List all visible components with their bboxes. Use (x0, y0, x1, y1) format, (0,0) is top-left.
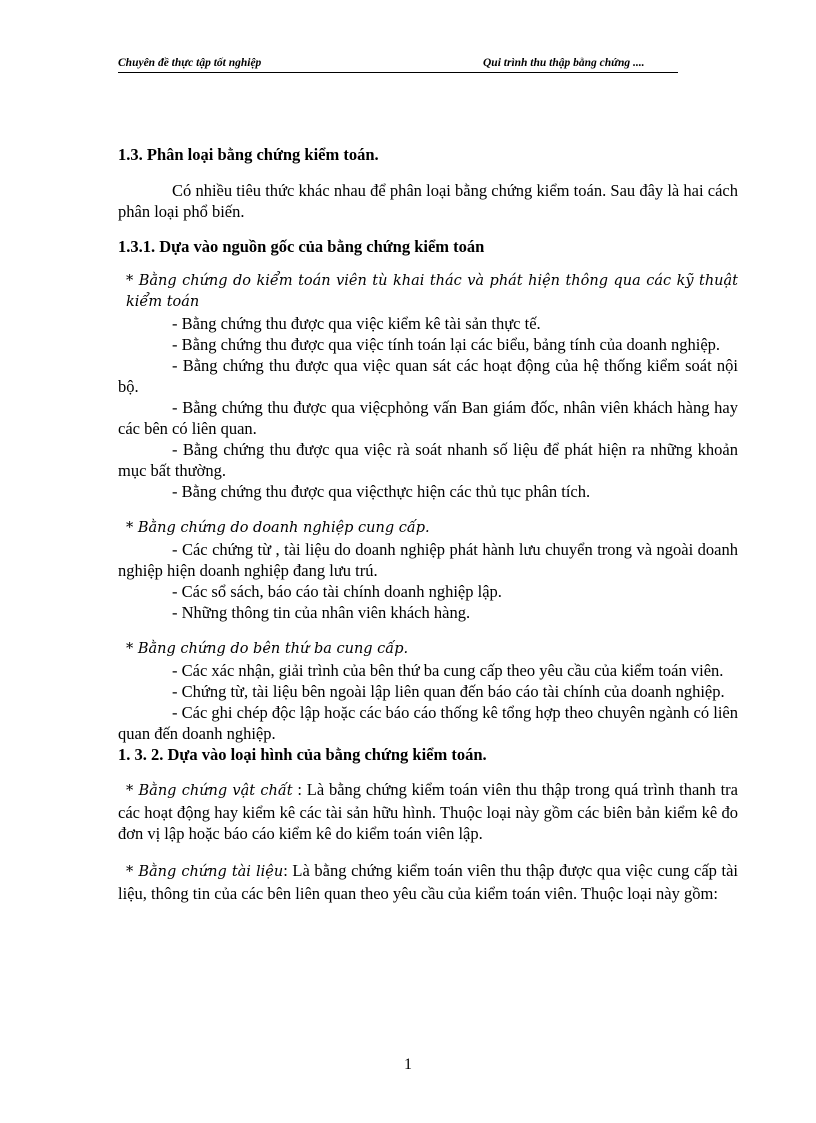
header-right-title: Qui trình thu thập bằng chứng .... (483, 57, 645, 69)
list-item: - Bằng chứng thu được qua việcthực hiện các thủ tục phân tích. (172, 482, 591, 501)
list-item: - Bằng chứng thu được qua việcphỏng vấn Ban giám đốc, nhân viên khách hàng hay các bên có liên quan. (118, 398, 738, 438)
list-item: - Các sổ sách, báo cáo tài chính doanh nghiệp lập. (172, 582, 502, 601)
list-item: - Các ghi chép độc lập hoặc các báo cáo thống kê tổng hợp theo chuyên ngành có liên quan đến doanh nghiệp. (118, 703, 738, 743)
list-item: - Chứng từ, tài liệu bên ngoài lập liên quan đến báo cáo tài chính của doanh nghiệp. (172, 682, 725, 701)
header-left-title: Chuyên đề thực tập tốt nghiệp (118, 57, 262, 69)
definition-physical-evidence: : Là bằng chứng kiểm toán viên thu thập trong quá trình thanh tra các hoạt động hay kiểm kê các tài sản hữu hình. Thuộc loại này gồm các biên bản kiểm kê đo đơn vị lập hoặc báo cáo kiểm kê do kiểm toán viên lập. (118, 780, 738, 843)
list-item: - Các xác nhận, giải trình của bên thứ ba cung cấp theo yêu cầu của kiểm toán viên. (172, 661, 724, 680)
group-lead-auditor: * Bằng chứng do kiểm toán viên tù khai thác và phát hiện thông qua các kỹ thuật kiểm toán (126, 273, 738, 310)
term-documentary-evidence: * Bằng chứng tài liệu (126, 864, 284, 880)
term-physical-evidence: * Bằng chứng vật chất (126, 783, 293, 799)
definition-documentary-evidence: : Là bằng chứng kiểm toán viên thu thập được qua việc cung cấp tài liệu, thông tin của các bên liên quan theo yêu cầu của kiểm toán viên. Thuộc loại này gồm: (118, 861, 738, 903)
list-item: - Bằng chứng thu được qua việc tính toán lại các biểu, bảng tính của doanh nghiệp. (172, 335, 721, 354)
list-item: - Bằng chứng thu được qua việc rà soát nhanh số liệu để phát hiện ra những khoản mục bất thường. (118, 440, 738, 480)
group-lead-enterprise: * Bằng chứng do doanh nghiệp cung cấp. (126, 520, 430, 536)
list-item: - Bằng chứng thu được qua việc quan sát các hoạt động của hệ thống kiểm soát nội bộ. (118, 356, 738, 396)
list-item: - Bằng chứng thu được qua việc kiểm kê tài sản thực tế. (172, 314, 541, 333)
section-heading-1-3-2: 1. 3. 2. Dựa vào loại hình của bằng chứng kiểm toán. (118, 745, 487, 764)
running-header (118, 56, 678, 73)
list-item: - Các chứng từ , tài liệu do doanh nghiệp phát hành lưu chuyển trong và ngoài doanh nghiệp hiện doanh nghiệp đang lưu trú. (118, 540, 738, 580)
list-item: - Những thông tin của nhân viên khách hàng. (172, 603, 471, 622)
paragraph-documentary-evidence (118, 860, 738, 904)
section-heading-1-3-1: 1.3.1. Dựa vào nguồn gốc của bằng chứng kiểm toán (118, 237, 485, 256)
section-heading-1-3: 1.3. Phân loại bằng chứng kiểm toán. (118, 145, 379, 164)
paragraph-physical-evidence (118, 779, 738, 844)
group-lead-third-party: * Bằng chứng do bên thứ ba cung cấp. (126, 641, 409, 657)
intro-paragraph: Có nhiều tiêu thức khác nhau để phân loại bằng chứng kiểm toán. Sau đây là hai cách phân loại phổ biến. (118, 181, 738, 221)
document-body (118, 144, 738, 904)
page-number: 1 (404, 1056, 412, 1073)
